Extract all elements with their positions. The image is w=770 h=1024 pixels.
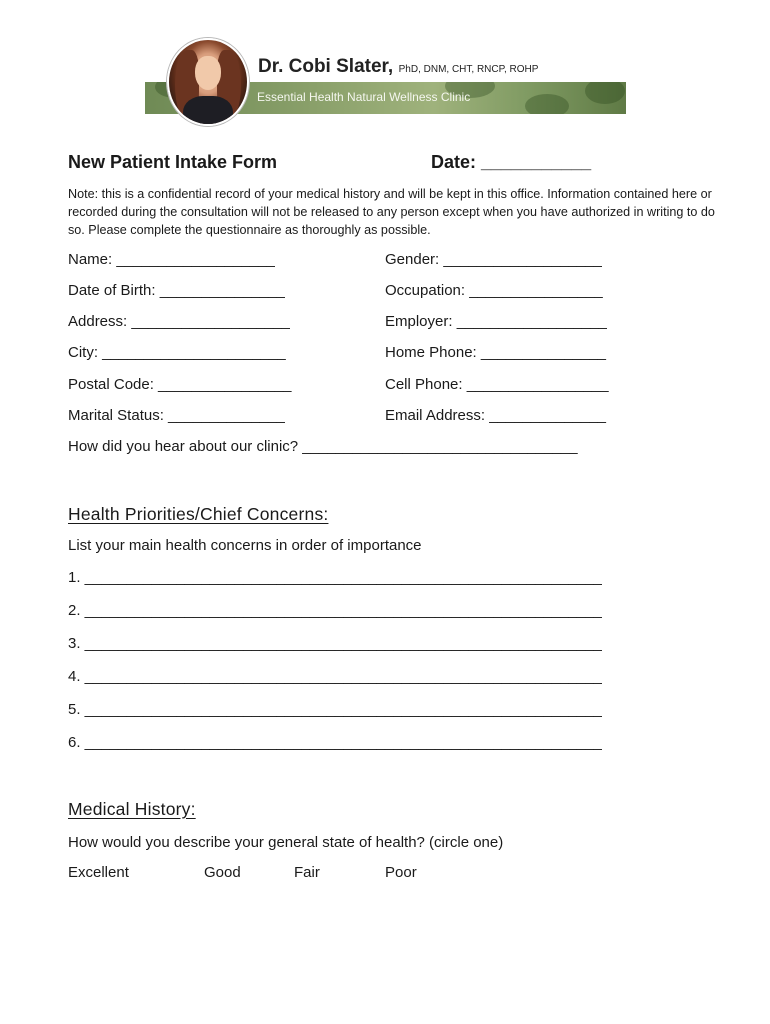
gender-field[interactable]: Gender: ___________________ (385, 251, 602, 268)
doctor-credentials: PhD, DNM, CHT, RNCP, ROHP (398, 64, 539, 75)
health-option-good[interactable]: Good (204, 864, 241, 881)
health-priorities-instruction: List your main health concerns in order of importance (68, 537, 422, 554)
medical-history-heading: Medical History: (68, 799, 196, 819)
cell-phone-field[interactable]: Cell Phone: _________________ (385, 376, 609, 393)
postal-code-field[interactable]: Postal Code: ________________ (68, 376, 292, 393)
date-field[interactable]: Date: ___________ (431, 152, 592, 172)
health-option-excellent[interactable]: Excellent (68, 864, 129, 881)
home-phone-field[interactable]: Home Phone: _______________ (385, 344, 607, 361)
name-field[interactable]: Name: ___________________ (68, 251, 275, 268)
health-option-fair[interactable]: Fair (294, 864, 320, 881)
confidentiality-note: Note: this is a confidential record of your medical history and will be kept in this office. Information contained here or recorded during the consultation will not be released to any person except when you have authorized in writing to do so. Please complete the questionnaire as thoroughly as possible. (68, 187, 715, 237)
concern-line-1[interactable]: 1. ______________________________________________________________ (68, 569, 602, 586)
email-address-field[interactable]: Email Address: ______________ (385, 407, 607, 424)
date-of-birth-field[interactable]: Date of Birth: _______________ (68, 282, 285, 299)
doctor-name-block (258, 56, 538, 78)
occupation-field[interactable]: Occupation: ________________ (385, 282, 603, 299)
referral-field[interactable]: How did you hear about our clinic? _________________________________ (68, 438, 578, 455)
concern-line-6[interactable]: 6. ______________________________________________________________ (68, 734, 602, 751)
concern-line-3[interactable]: 3. ______________________________________________________________ (68, 635, 602, 652)
doctor-name: Dr. Cobi Slater, (258, 56, 394, 77)
city-field[interactable]: City: ______________________ (68, 344, 286, 361)
concern-line-5[interactable]: 5. ______________________________________________________________ (68, 701, 602, 718)
employer-field[interactable]: Employer: __________________ (385, 313, 607, 330)
health-priorities-heading: Health Priorities/Chief Concerns: (68, 504, 329, 524)
concern-line-2[interactable]: 2. ______________________________________________________________ (68, 602, 602, 619)
concern-line-4[interactable]: 4. ______________________________________________________________ (68, 668, 602, 685)
general-health-question: How would you describe your general state of health? (circle one) (68, 834, 504, 851)
health-option-poor[interactable]: Poor (385, 864, 417, 881)
form-title: New Patient Intake Form (68, 152, 278, 172)
clinic-name: Essential Health Natural Wellness Clinic (257, 90, 471, 104)
doctor-photo (167, 38, 249, 126)
marital-status-field[interactable]: Marital Status: ______________ (68, 407, 285, 424)
address-field[interactable]: Address: ___________________ (68, 313, 290, 330)
